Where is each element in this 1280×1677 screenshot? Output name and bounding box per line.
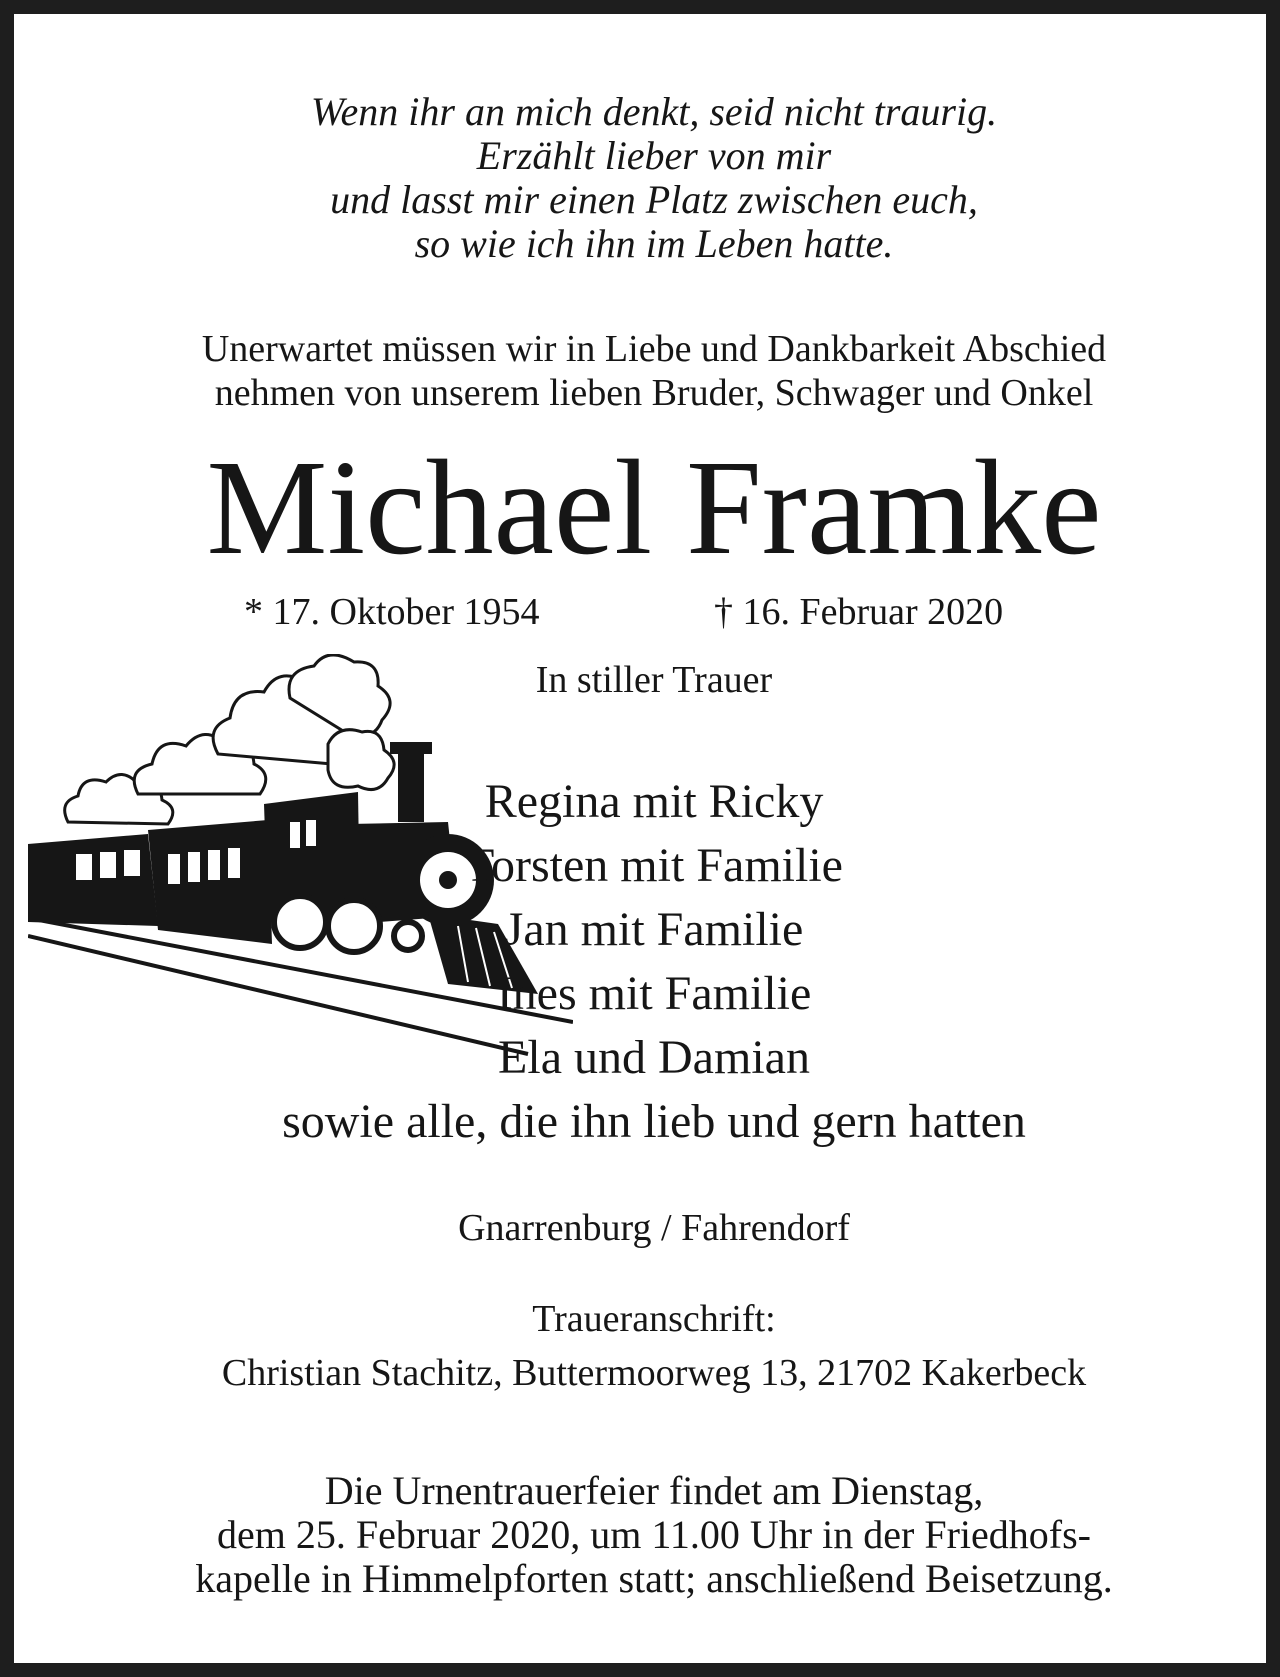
life-dates bbox=[14, 590, 1280, 634]
verse-line-3: und lasst mir einen Platz zwischen euch, bbox=[330, 177, 978, 222]
mourner-4: Ines mit Familie bbox=[496, 967, 812, 1020]
ceremony-line-2: dem 25. Februar 2020, um 11.00 Uhr in der Friedhofs- bbox=[217, 1512, 1091, 1557]
mourning-heading: In stiller Trauer bbox=[535, 659, 773, 701]
verse-line-2: Erzählt lieber von mir bbox=[476, 133, 832, 178]
birth-date: * 17. Oktober 1954 bbox=[244, 591, 540, 633]
mourner-5: Ela und Damian bbox=[498, 1031, 810, 1084]
death-date: † 16. Februar 2020 bbox=[714, 591, 1004, 633]
verse-line-1: Wenn ihr an mich denkt, seid nicht traurig. bbox=[310, 89, 998, 134]
mourner-1: Regina mit Ricky bbox=[484, 775, 824, 828]
mourner-6: sowie alle, die ihn lieb und gern hatten bbox=[282, 1095, 1026, 1148]
places: Gnarrenburg / Fahrendorf bbox=[458, 1207, 850, 1249]
mourner-2: Torsten mit Familie bbox=[465, 839, 843, 892]
deceased-name: Michael Framke bbox=[206, 433, 1102, 583]
mourner-3: Jan mit Familie bbox=[504, 903, 804, 956]
verse-line-4: so wie ich ihn im Leben hatte. bbox=[414, 221, 894, 266]
ceremony-line-1: Die Urnentrauerfeier findet am Dienstag, bbox=[324, 1468, 984, 1513]
ceremony-line-3: kapelle in Himmelpforten statt; anschließend Beisetzung. bbox=[195, 1556, 1113, 1601]
intro-line-2: nehmen von unserem lieben Bruder, Schwager und Onkel bbox=[214, 372, 1094, 414]
address: Christian Stachitz, Buttermoorweg 13, 21702 Kakerbeck bbox=[221, 1352, 1087, 1394]
address-label: Traueranschrift: bbox=[532, 1298, 776, 1340]
intro-line-1: Unerwartet müssen wir in Liebe und Dankbarkeit Abschied bbox=[201, 328, 1107, 370]
